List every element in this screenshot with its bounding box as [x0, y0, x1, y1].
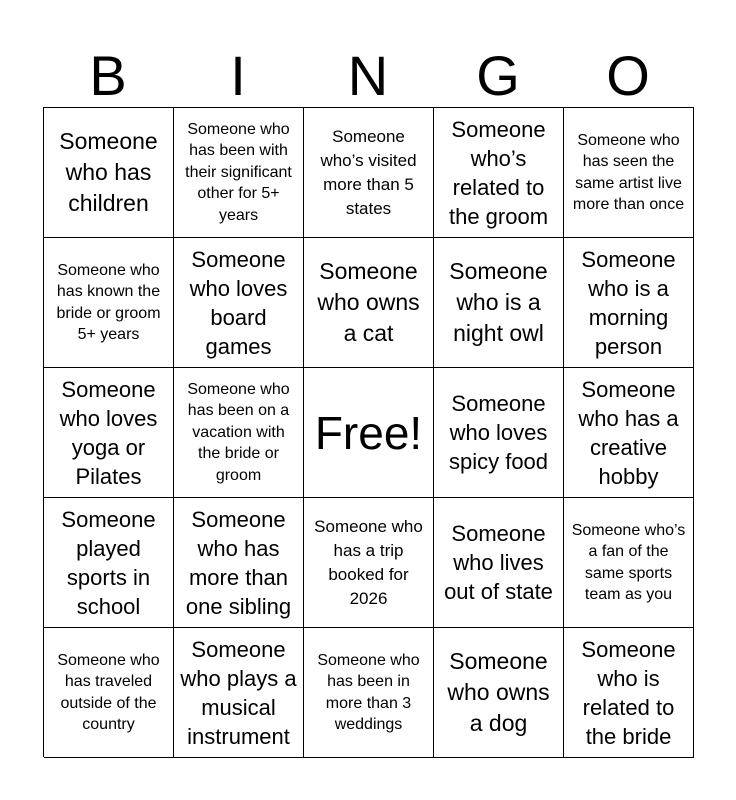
bingo-cell-text: Someone who has children — [59, 128, 158, 216]
bingo-cell-text: Someone who loves yoga or Pilates — [59, 376, 158, 489]
bingo-cell-r3-c2[interactable] — [174, 368, 304, 498]
header-letter-o: O — [606, 44, 650, 107]
header-letter-b: B — [89, 44, 127, 107]
bingo-cell-text: Someone who loves board games — [189, 246, 288, 359]
bingo-cell-r2-c4[interactable] — [434, 238, 564, 368]
bingo-cell-r1-c4[interactable] — [434, 108, 564, 238]
bingo-cell-text: Someone who plays a musical instrument — [180, 636, 297, 749]
bingo-cell-r1-c5[interactable] — [564, 108, 694, 238]
bingo-cell-r2-c2[interactable] — [174, 238, 304, 368]
bingo-cell-r3-c5[interactable] — [564, 368, 694, 498]
bingo-cell-r4-c4[interactable] — [434, 498, 564, 628]
bingo-cell-text: Someone who has known the bride or groom 5+ years — [56, 261, 161, 343]
bingo-cell-r4-c1[interactable] — [44, 498, 174, 628]
bingo-cell-text: Someone who lives out of state — [444, 521, 553, 604]
bingo-cell-r3-c1[interactable] — [44, 368, 174, 498]
bingo-cell-text: Someone who owns a cat — [317, 258, 420, 346]
bingo-cell-r4-c3[interactable] — [304, 498, 434, 628]
bingo-cell-r4-c5[interactable] — [564, 498, 694, 628]
bingo-cell-text: Someone who has been in more than 3 weddings — [317, 651, 420, 733]
bingo-cell-r1-c2[interactable] — [174, 108, 304, 238]
bingo-cell-free[interactable] — [304, 368, 434, 498]
bingo-cell-text: Someone who’s visited more than 5 states — [320, 126, 417, 218]
bingo-cell-text: Someone who has a creative hobby — [578, 376, 679, 489]
bingo-cell-r1-c1[interactable] — [44, 108, 174, 238]
bingo-cell-text: Someone who is a morning person — [581, 246, 676, 359]
bingo-cell-text: Someone who has been on a vacation with the bride or groom — [187, 380, 290, 484]
bingo-cell-r4-c2[interactable] — [174, 498, 304, 628]
bingo-cell-r2-c5[interactable] — [564, 238, 694, 368]
bingo-cell-r5-c2[interactable] — [174, 628, 304, 758]
bingo-cell-text: Someone played sports in school — [61, 506, 156, 619]
bingo-header — [43, 44, 693, 108]
bingo-cell-text: Someone who has traveled outside of the country — [57, 651, 160, 733]
bingo-cell-text: Someone who is related to the bride — [581, 636, 676, 749]
bingo-cell-text: Someone who’s related to the groom — [448, 116, 549, 229]
bingo-cell-text: Someone who has seen the same artist live more than once — [572, 131, 685, 213]
bingo-cell-r3-c4[interactable] — [434, 368, 564, 498]
bingo-cell-r2-c1[interactable] — [44, 238, 174, 368]
bingo-cell-r2-c3[interactable] — [304, 238, 434, 368]
bingo-cell-text: Someone who’s a fan of the same sports team as you — [571, 521, 686, 603]
bingo-cell-text: Someone who is a night owl — [449, 258, 548, 346]
bingo-cell-r5-c4[interactable] — [434, 628, 564, 758]
bingo-grid — [43, 107, 694, 757]
bingo-cell-r5-c3[interactable] — [304, 628, 434, 758]
bingo-cell-text: Someone who has been with their significant other for 5+ years — [185, 120, 292, 224]
bingo-cell-text: Someone who has more than one sibling — [185, 506, 292, 619]
header-letter-n: N — [347, 44, 389, 107]
bingo-cell-text: Free! — [314, 406, 423, 459]
bingo-cell-text: Someone who owns a dog — [447, 648, 550, 736]
bingo-cell-r5-c5[interactable] — [564, 628, 694, 758]
header-letter-i: I — [230, 44, 246, 107]
bingo-cell-r1-c3[interactable] — [304, 108, 434, 238]
bingo-cell-text: Someone who loves spicy food — [448, 391, 549, 474]
bingo-cell-r5-c1[interactable] — [44, 628, 174, 758]
bingo-cell-text: Someone who has a trip booked for 2026 — [314, 516, 423, 608]
header-letter-g: G — [476, 44, 520, 107]
